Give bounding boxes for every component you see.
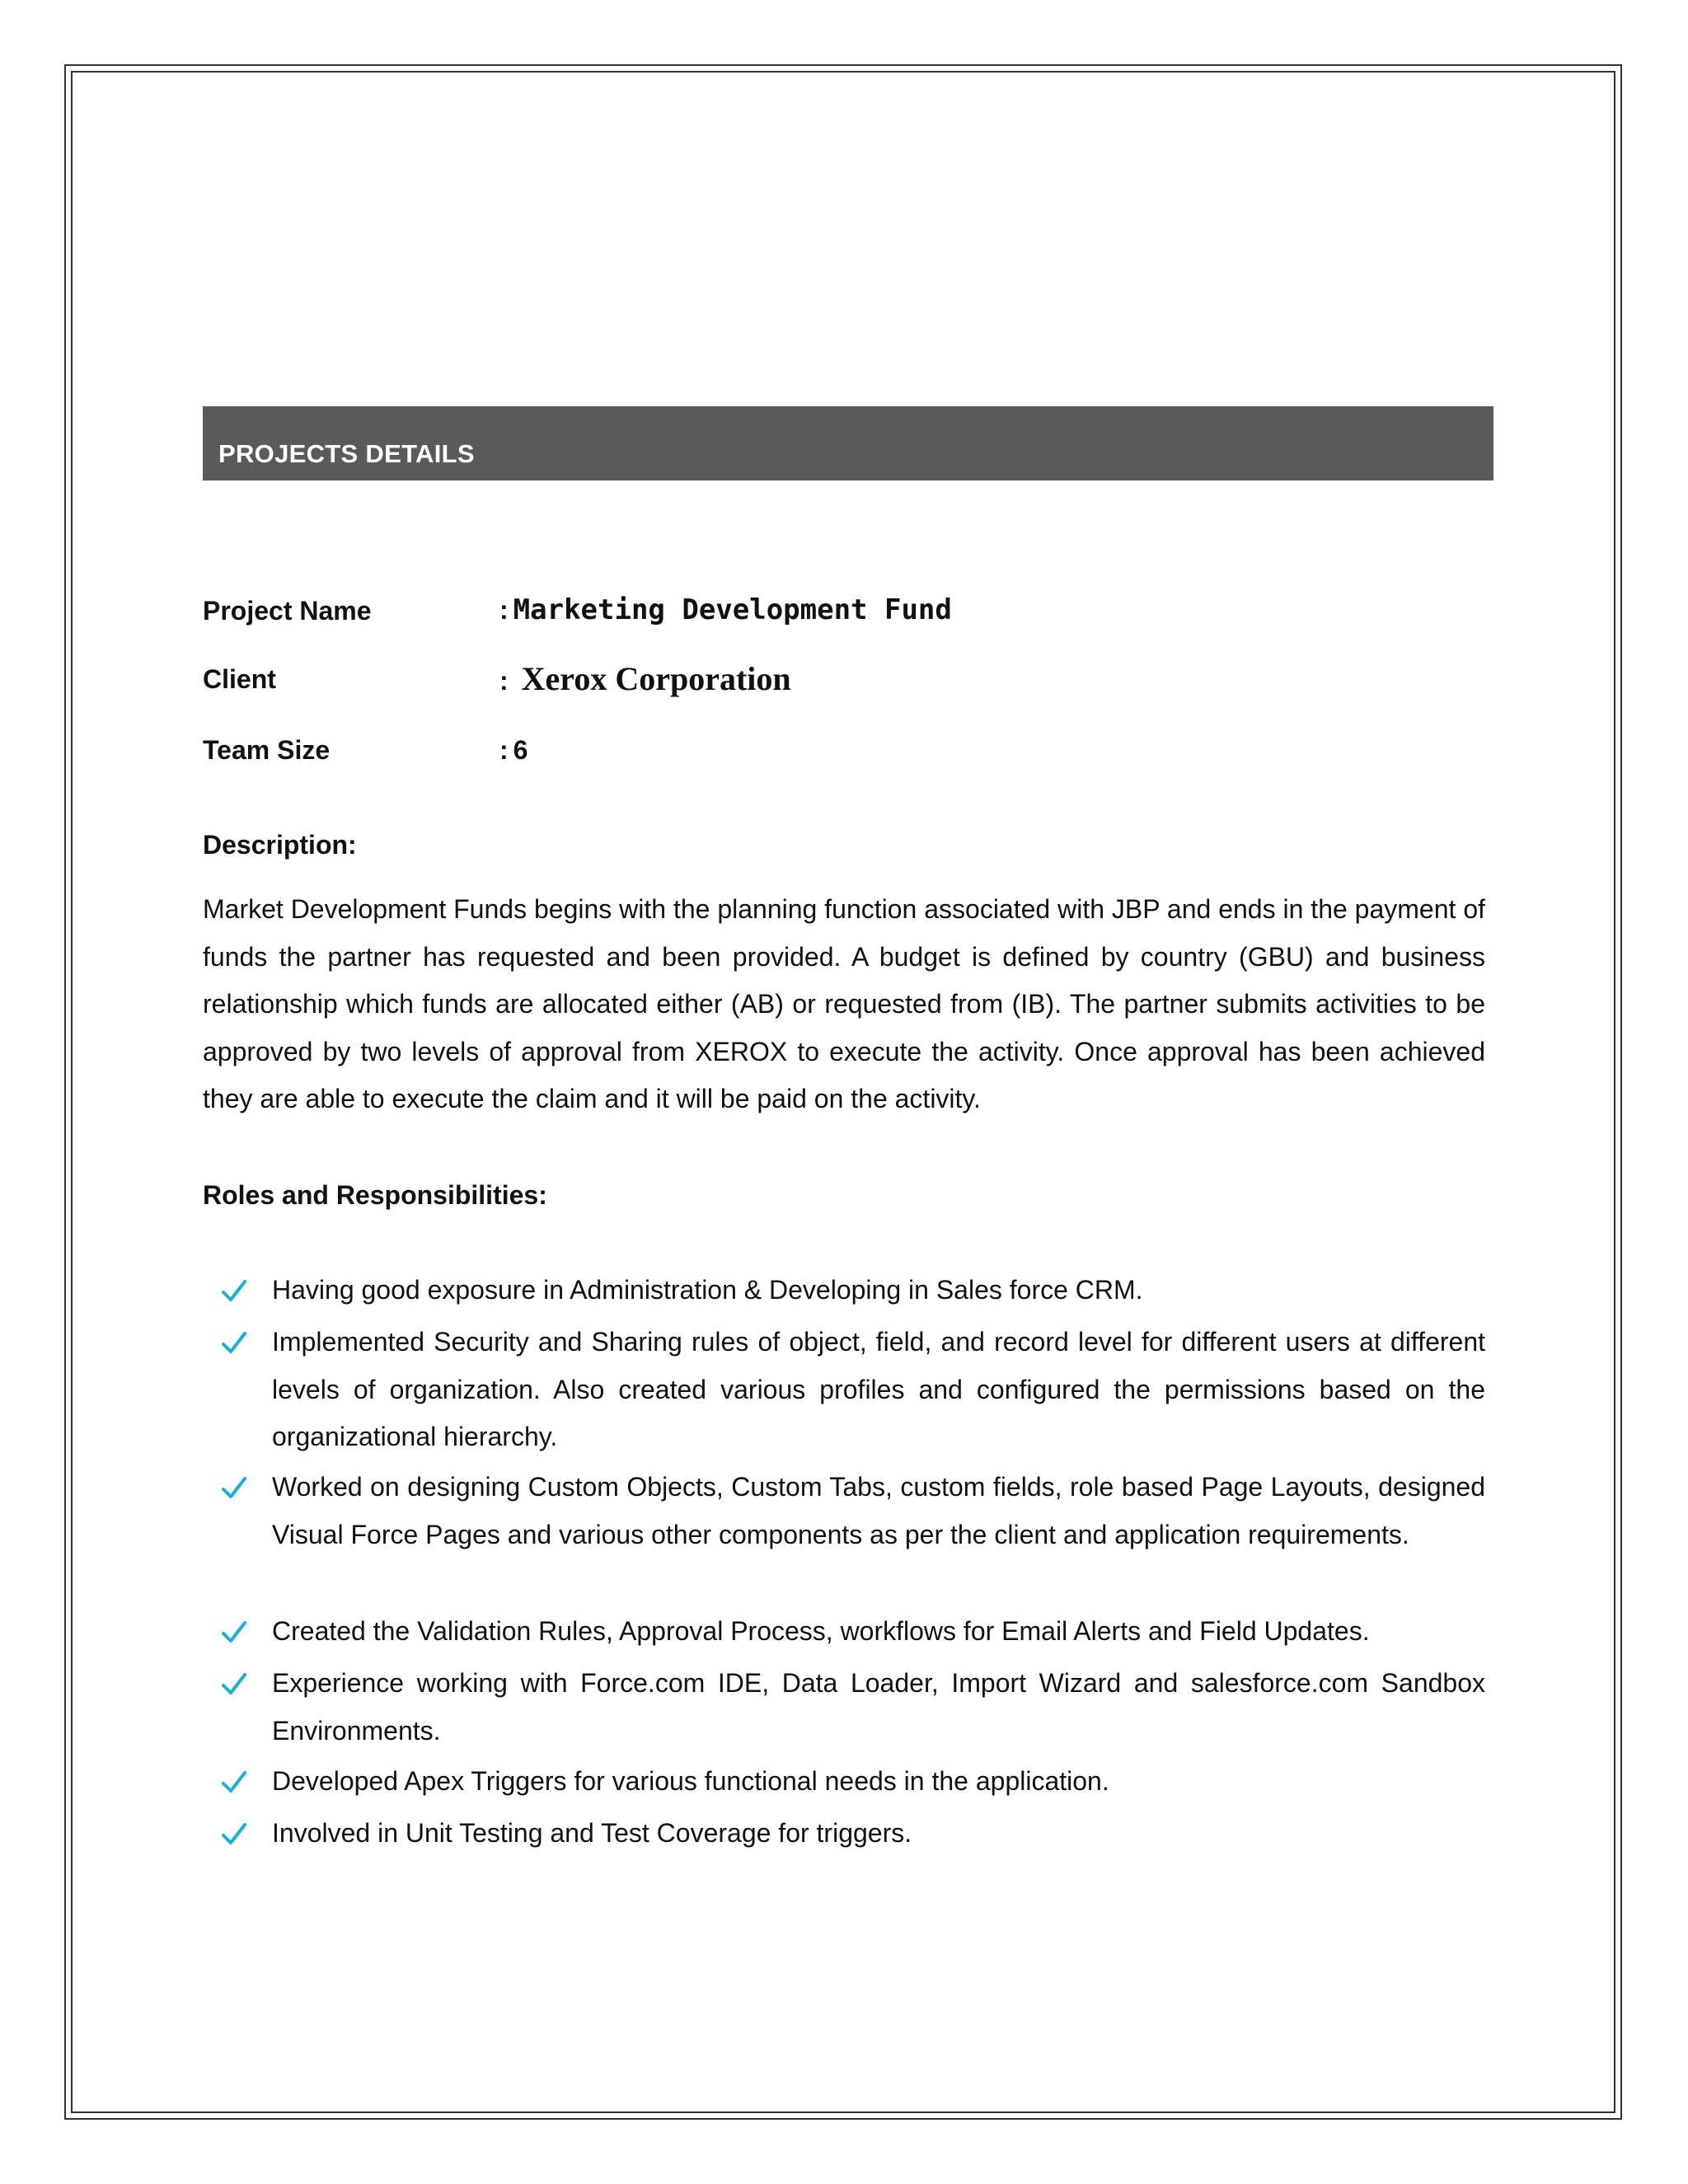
list-item (272, 1810, 1485, 1858)
list-item (272, 1267, 1485, 1315)
role-text: Implemented Security and Sharing rules of object, field, and record level for different users at different levels of organization. Also created various profiles and configured the permissions based on the organizational hierarchy. (272, 1327, 1485, 1451)
checkmark-icon (221, 1464, 247, 1511)
description-heading: Description: (203, 830, 357, 860)
separator-colon: : (499, 666, 509, 696)
list-item (272, 1464, 1485, 1558)
client-label: Client (203, 664, 276, 694)
section-header-bar (203, 406, 1493, 480)
checkmark-icon (221, 1810, 247, 1857)
role-text: Involved in Unit Testing and Test Coverage for triggers. (272, 1818, 912, 1848)
team-size-row (499, 735, 528, 766)
separator-colon: : (499, 595, 509, 625)
project-name-row (499, 593, 952, 626)
role-text: Worked on designing Custom Objects, Custom Tabs, custom fields, role based Page Layouts, designed Visual Force Pages and various other components as per the client and application requirements. (272, 1472, 1485, 1549)
team-size-label: Team Size (203, 735, 331, 765)
project-name-value: Marketing Development Fund (513, 593, 952, 626)
client-value: Xerox Corporation (521, 660, 791, 697)
project-name-label: Project Name (203, 596, 372, 626)
separator-colon: : (499, 735, 509, 765)
role-text: Created the Validation Rules, Approval Process, workflows for Email Alerts and Field Updates. (272, 1616, 1370, 1646)
role-text: Having good exposure in Administration & Developing in Sales force CRM. (272, 1275, 1143, 1305)
checkmark-icon (221, 1319, 247, 1366)
section-header-title: PROJECTS DETAILS (218, 439, 475, 468)
list-item (272, 1660, 1485, 1755)
client-row (499, 659, 791, 698)
list-item (272, 1758, 1485, 1806)
checkmark-icon (221, 1608, 247, 1655)
role-text: Experience working with Force.com IDE, Data Loader, Import Wizard and salesforce.com Sandbox Environments. (272, 1668, 1485, 1746)
team-size-value: 6 (513, 735, 528, 765)
list-item (272, 1608, 1485, 1656)
role-text: Developed Apex Triggers for various functional needs in the application. (272, 1766, 1109, 1796)
checkmark-icon (221, 1267, 247, 1314)
checkmark-icon (221, 1758, 247, 1805)
roles-heading: Roles and Responsibilities: (203, 1180, 547, 1210)
description-text: Market Development Funds begins with the planning function associated with JBP and ends in the payment of funds the partner has requested and been provided. A budget is defined by country (GBU) and business relationship which funds are allocated either (AB) or requested from (IB). The partner submits activities to be approved by two levels of approval from XEROX to execute the activity. Once approval has been achieved they are able to execute the claim and it will be paid on the activity. (203, 894, 1485, 1113)
checkmark-icon (221, 1660, 247, 1707)
list-item (272, 1319, 1485, 1461)
